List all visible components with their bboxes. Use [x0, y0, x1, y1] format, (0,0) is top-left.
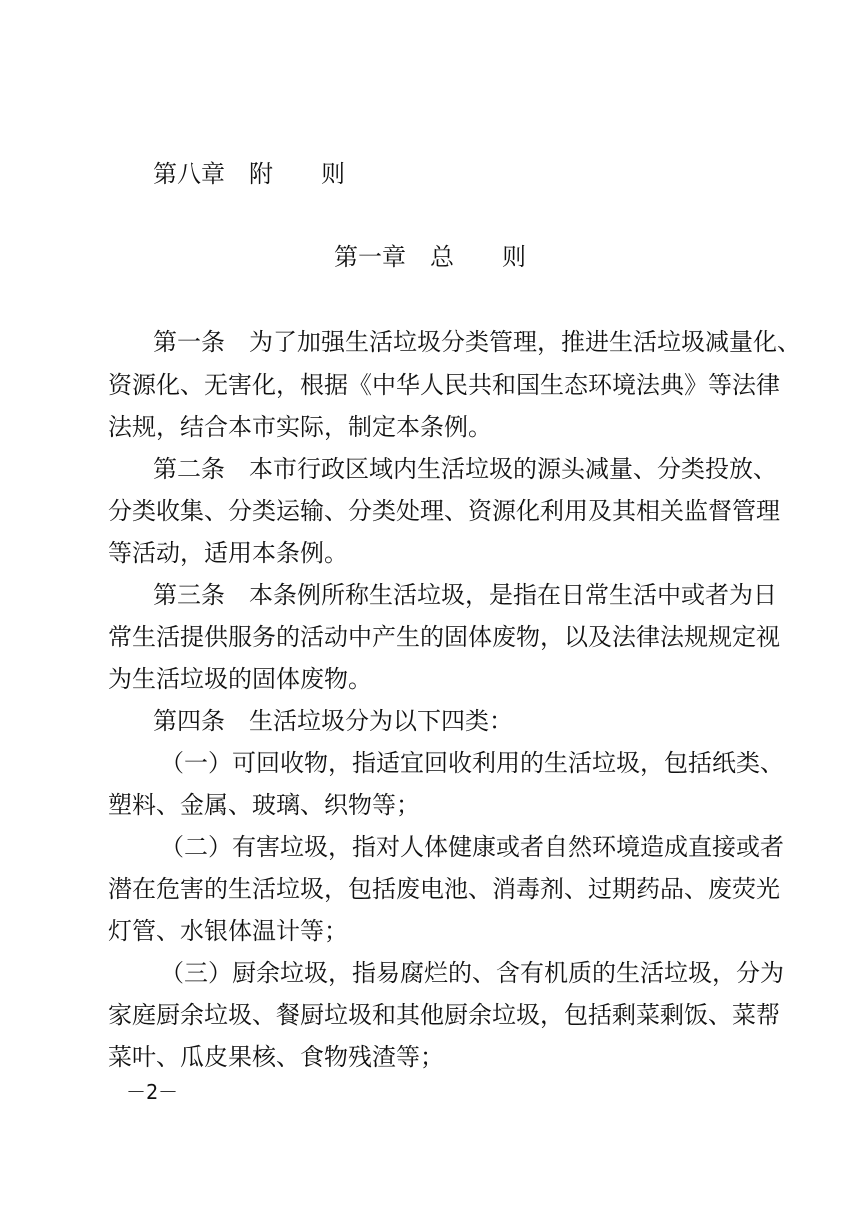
- article-3-line-1: 第三条 本条例所称生活垃圾，是指在日常生活中或者为日: [153, 581, 777, 609]
- item-1-line-2: 塑料、金属、玻璃、织物等；: [108, 791, 420, 819]
- page-number: －2－: [126, 1080, 179, 1104]
- article-2-line-1: 第二条 本市行政区域内生活垃圾的源头减量、分类投放、: [153, 455, 777, 483]
- item-2-line-1: （二）有害垃圾，指对人体健康或者自然环境造成直接或者: [160, 833, 784, 861]
- article-3-line-2: 常生活提供服务的活动中产生的固体废物，以及法律法规规定视: [108, 623, 780, 651]
- item-3-line-1: （三）厨余垃圾，指易腐烂的、含有机质的生活垃圾，分为: [160, 959, 784, 987]
- chapter-heading: 第一章 总 则: [334, 243, 526, 271]
- toc-chapter-8: 第八章 附 则: [153, 160, 345, 188]
- article-2-line-3: 等活动，适用本条例。: [108, 539, 348, 567]
- article-1-line-1: 第一条 为了加强生活垃圾分类管理，推进生活垃圾减量化、: [153, 328, 801, 356]
- article-1-line-3: 法规，结合本市实际，制定本条例。: [108, 413, 492, 441]
- item-2-line-2: 潜在危害的生活垃圾，包括废电池、消毒剂、过期药品、废荧光: [108, 875, 780, 903]
- article-4-line-1: 第四条 生活垃圾分为以下四类：: [153, 707, 513, 735]
- item-3-line-2: 家庭厨余垃圾、餐厨垃圾和其他厨余垃圾，包括剩菜剩饭、菜帮: [108, 1001, 780, 1029]
- item-2-line-3: 灯管、水银体温计等；: [108, 917, 348, 945]
- article-1-line-2: 资源化、无害化，根据《中华人民共和国生态环境法典》等法律: [108, 371, 780, 399]
- article-2-line-2: 分类收集、分类运输、分类处理、资源化利用及其相关监督管理: [108, 497, 780, 525]
- item-1-line-1: （一）可回收物，指适宜回收利用的生活垃圾，包括纸类、: [160, 749, 784, 777]
- article-3-line-3: 为生活垃圾的固体废物。: [108, 665, 372, 693]
- item-3-line-3: 菜叶、瓜皮果核、食物残渣等；: [108, 1043, 444, 1071]
